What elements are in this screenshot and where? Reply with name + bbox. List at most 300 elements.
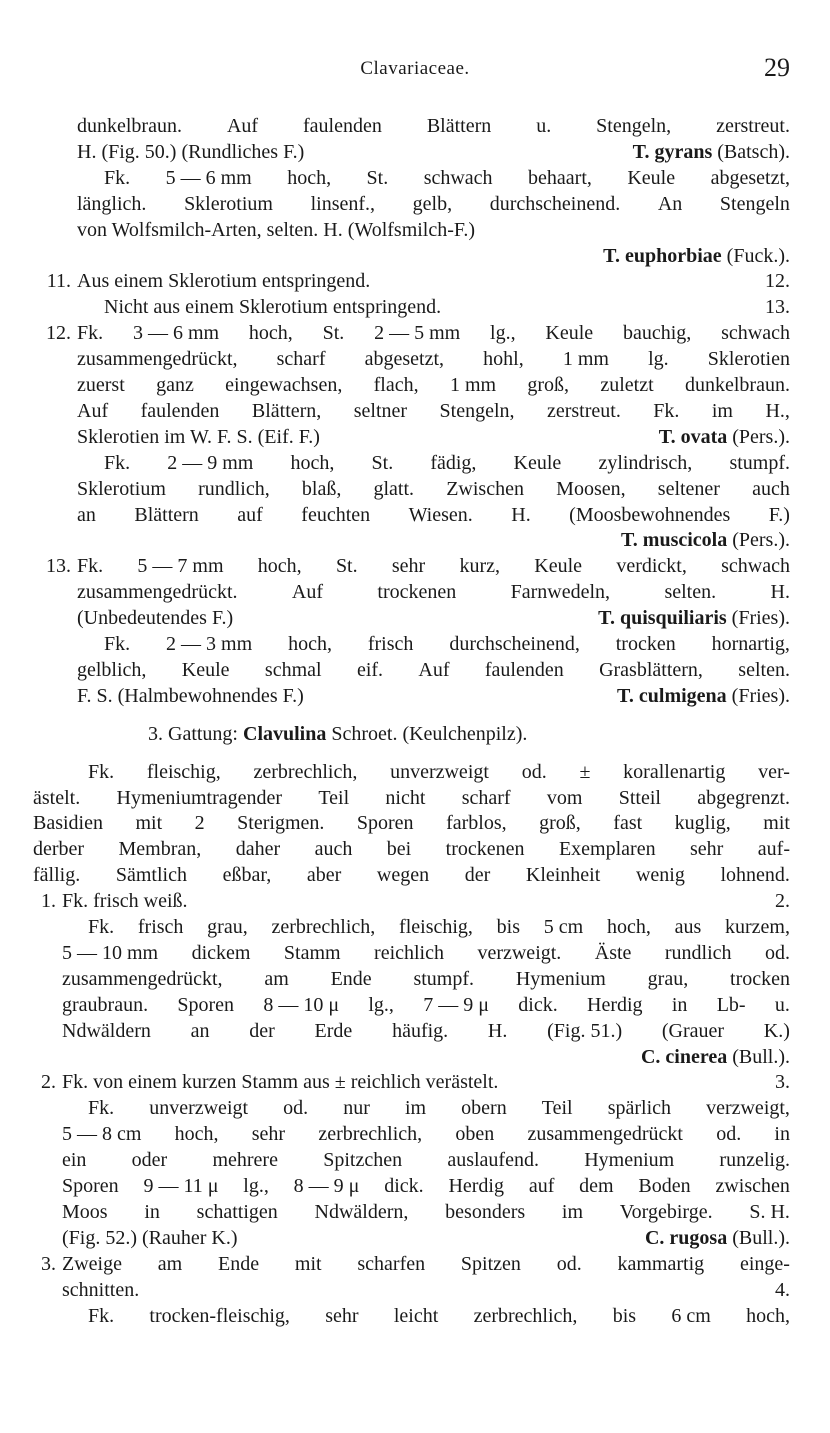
key-reference: 12. <box>765 270 790 292</box>
word: zerstreut. <box>546 400 621 422</box>
word: fällig. <box>33 864 81 886</box>
word: lg., <box>243 1175 269 1197</box>
word: Spitzchen <box>323 1149 403 1171</box>
key-line <box>62 1069 790 1095</box>
word: Sporen <box>62 1175 119 1197</box>
word: H. <box>511 504 531 526</box>
word: St. <box>371 452 394 474</box>
word: Sklerotium <box>77 478 166 500</box>
word: feuchten <box>301 504 371 526</box>
word: der <box>249 1020 275 1042</box>
word: an <box>77 504 96 526</box>
text-line-justified <box>62 992 790 1018</box>
word: Stengeln, <box>439 400 515 422</box>
word: 3 — 6 mm <box>132 322 220 344</box>
text-line-justified <box>88 1095 790 1121</box>
species-binomial: C. cinerea <box>640 1046 728 1068</box>
word: mit <box>763 812 790 834</box>
text-line-justified <box>33 862 790 888</box>
line-text: (Fig. 52.) (Rauher K.) <box>62 1227 238 1249</box>
word: graubraun. <box>62 994 149 1016</box>
word: linsenf., <box>310 193 376 215</box>
text-line-justified <box>104 450 790 476</box>
word: scharfen <box>357 1253 426 1275</box>
word: an <box>190 1020 210 1042</box>
word: dick. <box>518 994 558 1016</box>
key-number: 13. <box>46 555 71 577</box>
word: hoch, <box>174 1123 219 1145</box>
word: frisch <box>367 633 414 655</box>
line-text: F. S. (Halmbewohnendes F.) <box>77 685 304 707</box>
word: Erde <box>314 1020 353 1042</box>
key-reference: 13. <box>765 296 790 318</box>
word: od. <box>765 942 790 964</box>
word: Fk. <box>653 400 680 422</box>
genus-prefix: 3. Gattung: <box>148 723 243 745</box>
text-line-justified <box>88 759 790 785</box>
word: 5 — 10 mm <box>62 942 159 964</box>
text-line-justified <box>62 940 790 966</box>
text-line: von Wolfsmilch-Arten, selten. H. (Wolfsmilch-F.) <box>77 219 476 241</box>
word: trocken <box>730 968 790 990</box>
word: zusammengedrückt, <box>62 968 223 990</box>
word: nicht <box>385 787 426 809</box>
word: Lb- <box>716 994 746 1016</box>
word: H. <box>770 581 790 603</box>
word: 2 — 3 mm <box>166 633 253 655</box>
word: frisch <box>137 916 184 938</box>
text-line-justified <box>33 785 790 811</box>
word: Fk. <box>104 452 131 474</box>
text-line-with-species <box>62 1225 790 1251</box>
word: in <box>671 994 688 1016</box>
word: 7 — 9 μ <box>423 994 489 1016</box>
word: farblos, <box>446 812 507 834</box>
word: schwach <box>721 555 790 577</box>
word: grau, <box>647 968 689 990</box>
word: Teil <box>541 1097 573 1119</box>
word: Keule <box>534 555 583 577</box>
word: Farnwedeln, <box>510 581 611 603</box>
word: Blättern, <box>251 400 322 422</box>
word: abgesetzt, <box>710 167 790 189</box>
word: Kleinheit <box>525 864 601 886</box>
word: 1 mm <box>449 374 497 396</box>
word: faulenden <box>303 115 382 137</box>
word: faulenden <box>484 659 564 681</box>
key-text: Aus einem Sklerotium entspringend. <box>77 270 371 292</box>
word: Ndwäldern <box>62 1020 151 1042</box>
word: leicht <box>393 1305 439 1327</box>
text-line-justified <box>88 914 790 940</box>
key-reference: 4. <box>775 1279 790 1301</box>
species-binomial: T. gyrans <box>632 141 713 163</box>
word: Fk. <box>88 761 115 783</box>
text-line-justified <box>104 165 790 191</box>
word: St. <box>366 167 389 189</box>
word: Zweige <box>62 1253 122 1275</box>
species-line <box>62 1044 790 1070</box>
text-line-justified <box>77 372 790 398</box>
running-head: Clavariaceae. <box>360 58 470 79</box>
word: K.) <box>763 1020 790 1042</box>
word: im <box>404 1097 427 1119</box>
word: hoch, <box>746 1305 790 1327</box>
word: grau, <box>207 916 248 938</box>
word: aus <box>674 916 702 938</box>
word: u. <box>774 994 790 1016</box>
text-line-justified <box>88 1303 790 1329</box>
text-line-with-species <box>77 605 790 631</box>
word: 2 — 5 mm <box>374 322 461 344</box>
word: Keule <box>181 659 230 681</box>
genus-name: Clavulina <box>243 723 327 745</box>
page-number: 29 <box>764 53 790 82</box>
key-text: Fk. frisch weiß. <box>62 890 188 912</box>
word: spärlich <box>607 1097 671 1119</box>
word: Auf <box>418 659 450 681</box>
word: Moosen, <box>556 478 626 500</box>
word: Fk. <box>77 555 104 577</box>
word: zuletzt <box>600 374 654 396</box>
word: selten. <box>738 659 790 681</box>
word: St. <box>335 555 358 577</box>
word: F.) <box>768 504 790 526</box>
word: Fk. <box>88 1097 115 1119</box>
word: bis <box>612 1305 637 1327</box>
species-binomial: T. ovata <box>658 426 728 448</box>
word: 5 cm <box>543 916 584 938</box>
species-name <box>617 683 790 709</box>
text-line-justified <box>77 579 790 605</box>
word: selten. <box>664 581 717 603</box>
line-text: H. (Fig. 50.) (Rundliches F.) <box>77 141 305 163</box>
word: fast <box>613 812 643 834</box>
word: 6 cm <box>671 1305 711 1327</box>
species-name <box>603 245 790 267</box>
word: runzelig. <box>719 1149 790 1171</box>
species-name <box>645 1225 790 1251</box>
word: glatt. <box>373 478 415 500</box>
word: 2 — 9 mm <box>167 452 254 474</box>
word: seltner <box>353 400 408 422</box>
word: auf- <box>757 838 790 860</box>
word: 5 — 8 cm <box>62 1123 142 1145</box>
word: Stteil <box>618 787 661 809</box>
word: in <box>774 1123 790 1145</box>
word: sehr <box>690 838 724 860</box>
word: u. <box>536 115 552 137</box>
text-line-justified <box>77 113 790 139</box>
word: verzweigt. <box>477 942 562 964</box>
word: od. <box>716 1123 742 1145</box>
key-number: 2. <box>41 1071 56 1093</box>
word: oben <box>455 1123 495 1145</box>
species-author: (Pers.). <box>727 426 790 448</box>
word: Ndwäldern, <box>314 1201 409 1223</box>
word: korallenartig <box>623 761 726 783</box>
word: dunkelbraun. <box>77 115 182 137</box>
word: scharf <box>461 787 511 809</box>
word: kammartig <box>617 1253 705 1275</box>
word: ± <box>579 761 591 783</box>
word: Vorgebirge. <box>619 1201 713 1223</box>
word: hoch, <box>287 167 332 189</box>
species-name <box>633 139 790 165</box>
word: seltener <box>657 478 720 500</box>
word: behaart, <box>528 167 592 189</box>
word: mit <box>294 1253 322 1275</box>
word: vom <box>546 787 583 809</box>
word: unverzweigt <box>149 1097 249 1119</box>
line-text: (Unbedeutendes F.) <box>77 607 234 629</box>
word: Sporen <box>356 812 414 834</box>
word: lohnend. <box>720 864 790 886</box>
word: 1 mm <box>562 348 609 370</box>
word: abgesetzt, <box>364 348 445 370</box>
word: Grasblättern, <box>599 659 703 681</box>
word: schwach <box>423 167 493 189</box>
key-line <box>62 888 790 914</box>
word: wegen <box>376 864 430 886</box>
word: hornartig, <box>711 633 790 655</box>
word: Sklerotien <box>707 348 790 370</box>
text-line-justified <box>77 502 790 528</box>
word: bei <box>386 838 412 860</box>
word: trocken-fleischig, <box>149 1305 290 1327</box>
word: fleischig, <box>399 916 473 938</box>
word: auf <box>528 1175 555 1197</box>
word: dickem <box>191 942 251 964</box>
word: Auf <box>77 400 109 422</box>
word: hohl, <box>483 348 524 370</box>
genus-suffix: Schroet. (Keulchenpilz). <box>326 723 528 745</box>
species-binomial: C. rugosa <box>644 1227 728 1249</box>
word: Stengeln, <box>596 115 672 137</box>
word: zusammengedrückt. <box>77 581 238 603</box>
word: Fk. <box>104 633 131 655</box>
word: Boden <box>638 1175 691 1197</box>
species-name <box>641 1046 790 1068</box>
word: ganz <box>156 374 194 396</box>
word: 5 — 6 mm <box>165 167 252 189</box>
species-name <box>598 605 790 631</box>
text-line-justified <box>77 398 790 424</box>
key-number: 12. <box>46 322 71 344</box>
word: im <box>561 1201 584 1223</box>
word: in <box>144 1201 160 1223</box>
word: Sterigmen. <box>237 812 325 834</box>
word: Basidien <box>33 812 103 834</box>
word: Stamm <box>283 942 341 964</box>
word: (Moosbewohnendes <box>569 504 731 526</box>
word: Auf <box>291 581 323 603</box>
word: blaß, <box>301 478 342 500</box>
word: hoch, <box>290 452 335 474</box>
word: zuerst <box>77 374 125 396</box>
text-line-justified <box>62 1018 790 1044</box>
word: Stengeln <box>719 193 790 215</box>
word: Auf <box>226 115 259 137</box>
word: mehrere <box>212 1149 278 1171</box>
word: lg. <box>648 348 669 370</box>
key-reference: 3. <box>775 1071 790 1093</box>
species-author: (Fuck.). <box>721 245 790 267</box>
species-name <box>621 529 790 551</box>
word: länglich. <box>77 193 147 215</box>
word: kuglig, <box>674 812 731 834</box>
word: gelb, <box>412 193 453 215</box>
word: Herdig <box>587 994 643 1016</box>
word: häufig. <box>392 1020 449 1042</box>
word: Sporen <box>177 994 235 1016</box>
word: stumpf. <box>413 968 475 990</box>
word: hoch, <box>257 555 302 577</box>
text-line-with-species <box>77 139 790 165</box>
word: Keule <box>545 322 594 344</box>
word: zerbrechlich, <box>253 761 358 783</box>
word: Sklerotium <box>184 193 273 215</box>
text-line-justified <box>77 553 790 579</box>
text-line-justified <box>77 191 790 217</box>
text-line-justified <box>62 1173 790 1199</box>
word: od. <box>556 1253 582 1275</box>
word: Fk. <box>77 322 104 344</box>
species-binomial: T. muscicola <box>620 529 728 551</box>
word: besonders <box>445 1201 526 1223</box>
word: am <box>157 1253 183 1275</box>
word: Sämtlich <box>115 864 187 886</box>
word: Exemplaren <box>558 838 656 860</box>
word: mit <box>135 812 163 834</box>
text-line-justified <box>33 836 790 862</box>
key-text: Fk. von einem kurzen Stamm aus ± reichlich verästelt. <box>62 1071 499 1093</box>
word: Fk. <box>104 167 131 189</box>
word: schwach <box>721 322 790 344</box>
word: trocken <box>615 633 676 655</box>
word: verdickt, <box>616 555 687 577</box>
species-author: (Bull.). <box>727 1227 790 1249</box>
species-binomial: T. quisquiliaris <box>598 607 727 629</box>
word: Herdig <box>448 1175 504 1197</box>
word: Blättern <box>426 115 492 137</box>
word: An <box>657 193 683 215</box>
word: trockenen <box>445 838 525 860</box>
word: sehr <box>251 1123 286 1145</box>
text-line-justified <box>62 1147 790 1173</box>
word: oder <box>131 1149 168 1171</box>
word: schmal <box>264 659 322 681</box>
word: ein <box>62 1149 87 1171</box>
word: Ende <box>330 968 372 990</box>
word: 2 <box>194 812 205 834</box>
word: hoch, <box>248 322 293 344</box>
text-line-justified <box>77 657 790 683</box>
word: faulenden <box>140 400 220 422</box>
word: aber <box>306 864 342 886</box>
species-author: (Batsch). <box>712 141 790 163</box>
word: kurzem, <box>725 916 790 938</box>
word: sehr <box>325 1305 359 1327</box>
word: Ende <box>218 1253 260 1275</box>
word: unverzweigt <box>390 761 489 783</box>
word: Äste <box>594 942 632 964</box>
word: (Fig. 51.) <box>547 1020 623 1042</box>
word: zerstreut. <box>716 115 790 137</box>
word: fädig, <box>430 452 477 474</box>
word: lg., <box>490 322 516 344</box>
word: Fk. <box>88 916 115 938</box>
word: obern <box>461 1097 507 1119</box>
word: zusammengedrückt, <box>77 348 238 370</box>
word: gelblich, <box>77 659 147 681</box>
text-line-justified <box>62 1251 790 1277</box>
word: H., <box>765 400 790 422</box>
word: groß, <box>527 374 570 396</box>
word: St. <box>322 322 345 344</box>
word: durchscheinend, <box>449 633 580 655</box>
text-line-with-species <box>77 683 790 709</box>
word: hoch, <box>288 633 332 655</box>
word: 8 — 10 μ <box>263 994 340 1016</box>
word: auf <box>237 504 263 526</box>
species-author: (Bull.). <box>727 1046 790 1068</box>
word: zusammengedrückt <box>527 1123 683 1145</box>
text-line-justified <box>62 966 790 992</box>
key-line <box>104 294 790 320</box>
word: bis <box>496 916 521 938</box>
word: flach, <box>373 374 419 396</box>
text-line-justified <box>62 1121 790 1147</box>
word: im <box>711 400 733 422</box>
word: od. <box>521 761 547 783</box>
word: Wiesen. <box>408 504 473 526</box>
word: 5 — 7 mm <box>137 555 224 577</box>
word: (Grauer <box>661 1020 725 1042</box>
word: Spitzen <box>460 1253 521 1275</box>
word: S. H. <box>749 1201 790 1223</box>
word: zylindrisch, <box>598 452 693 474</box>
key-line <box>62 1277 790 1303</box>
word: Hymeniumtragender <box>116 787 283 809</box>
word: ver- <box>758 761 790 783</box>
line-text: Sklerotien im W. F. S. (Eif. F.) <box>77 426 320 448</box>
key-number: 1. <box>41 890 56 912</box>
word: schattigen <box>196 1201 278 1223</box>
word: Hymenium <box>515 968 606 990</box>
word: Blättern <box>134 504 199 526</box>
word: Fk. <box>88 1305 115 1327</box>
word: sehr <box>391 555 426 577</box>
text-line-justified <box>77 320 790 346</box>
word: eif. <box>356 659 384 681</box>
word: eßbar, <box>222 864 272 886</box>
key-text: schnitten. <box>62 1279 140 1301</box>
word: lg., <box>368 994 394 1016</box>
word: kurz, <box>459 555 501 577</box>
word: hoch, <box>606 916 651 938</box>
word: abgegrenzt. <box>697 787 790 809</box>
word: dem <box>579 1175 614 1197</box>
key-text: Nicht aus einem Sklerotium entspringend. <box>104 296 442 318</box>
word: zerbrechlich, <box>271 916 376 938</box>
word: daher <box>235 838 281 860</box>
key-reference: 2. <box>775 890 790 912</box>
species-binomial: T. culmigena <box>617 685 727 707</box>
species-author: (Pers.). <box>727 529 790 551</box>
word: Keule <box>627 167 676 189</box>
genus-heading <box>148 721 790 747</box>
